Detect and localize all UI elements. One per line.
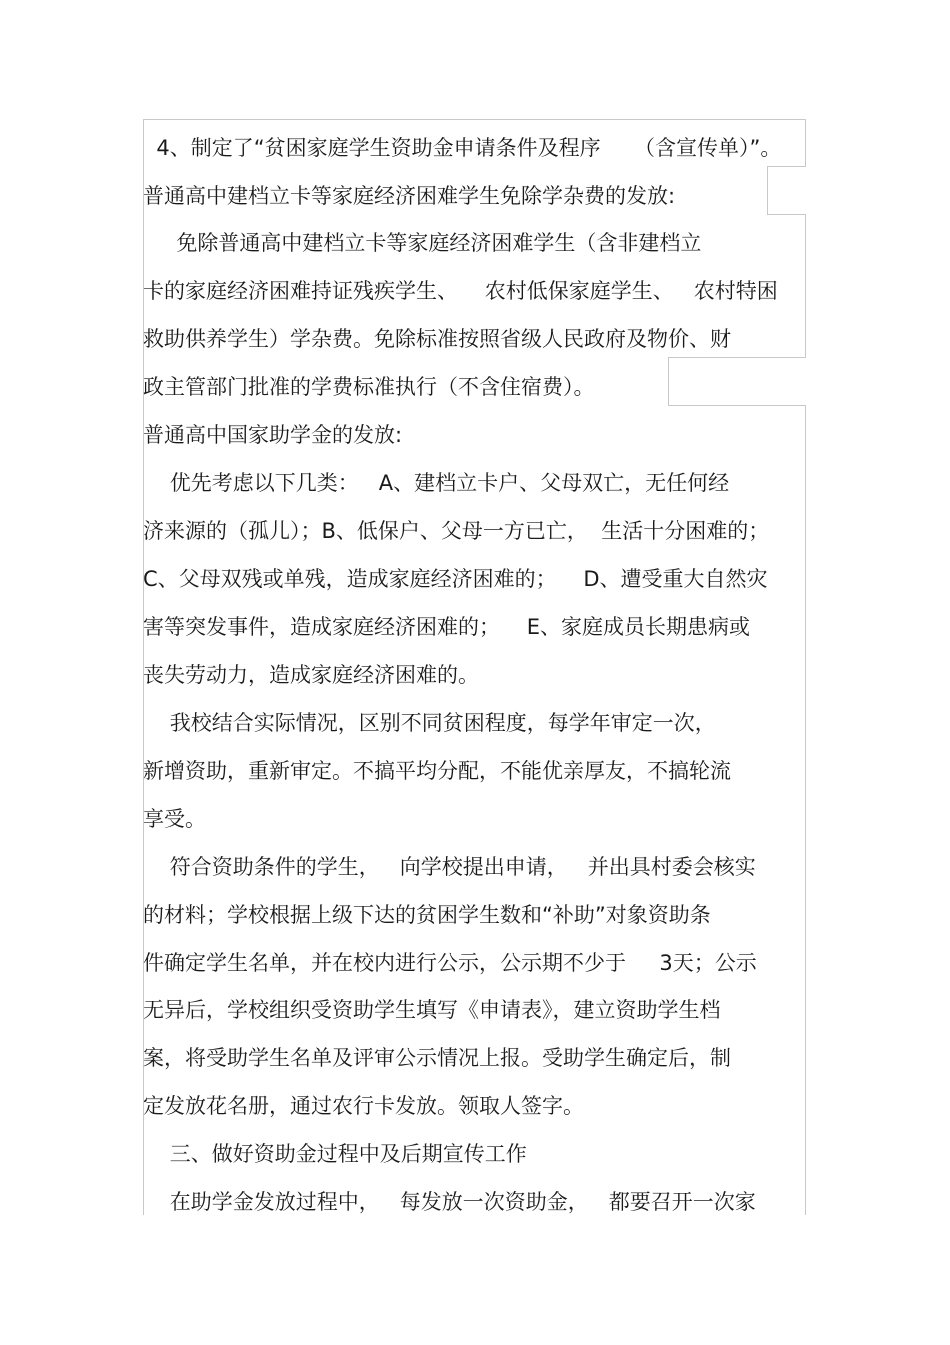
text-line: 符合资助条件的学生， 向学校提出申请， 并出具村委会核实 — [143, 855, 756, 879]
border-line — [805, 119, 806, 166]
border-line — [805, 405, 806, 1215]
text-line: 救助供养学生）学杂费。免除标准按照省级人民政府及物价、财 — [143, 327, 731, 351]
text-line: 普通高中国家助学金的发放: — [143, 423, 403, 447]
border-line — [767, 166, 768, 214]
text-line: 丧失劳动力，造成家庭经济困难的。 — [143, 663, 479, 687]
border-line — [767, 214, 806, 215]
border-line — [668, 405, 806, 406]
border-line — [805, 214, 806, 357]
text-line: C、父母双残或单残，造成家庭经济困难的； D、遭受重大自然灾 — [143, 567, 768, 591]
text-line: 我校结合实际情况，区别不同贫困程度，每学年审定一次， — [143, 711, 716, 735]
border-line — [668, 357, 806, 358]
text-line: 害等突发事件，造成家庭经济困难的； E、家庭成员长期患病或 — [143, 615, 750, 639]
border-line — [767, 166, 806, 167]
border-line — [143, 119, 805, 120]
text-line: 济来源的（孤儿）；B、低保户、父母一方已亡， 生活十分困难的； — [143, 519, 770, 543]
text-line: 4、制定了“贫困家庭学生资助金申请条件及程序 （含宣传单）”。 — [143, 136, 782, 160]
border-line — [668, 357, 669, 405]
text-line: 定发放花名册，通过农行卡发放。领取人签字。 — [143, 1094, 584, 1118]
text-line: 三、做好资助金过程中及后期宣传工作 — [143, 1142, 527, 1166]
text-line: 件确定学生名单，并在校内进行公示，公示期不少于 3天；公示 — [143, 951, 757, 975]
text-line: 的材料；学校根据上级下达的贫困学生数和“补助”对象资助条 — [143, 903, 711, 927]
text-line: 无异后，学校组织受资助学生填写《申请表》，建立资助学生档 — [143, 998, 721, 1022]
text-line: 案，将受助学生名单及评审公示情况上报。受助学生确定后，制 — [143, 1046, 731, 1070]
text-line: 在助学金发放过程中， 每发放一次资助金， 都要召开一次家 — [143, 1190, 756, 1214]
text-line: 普通高中建档立卡等家庭经济困难学生免除学杂费的发放: — [143, 184, 676, 208]
text-line: 优先考虑以下几类： A、建档立卡户、父母双亡，无任何经 — [143, 471, 730, 495]
text-line: 新增资助，重新审定。不搞平均分配，不能优亲厚友，不搞轮流 — [143, 759, 731, 783]
text-line: 政主管部门批准的学费标准执行（不含住宿费）。 — [143, 375, 595, 399]
text-line: 免除普通高中建档立卡等家庭经济困难学生（含非建档立 — [143, 231, 702, 255]
text-line: 享受。 — [143, 807, 206, 831]
text-line: 卡的家庭经济困难持证残疾学生、 农村低保家庭学生、 农村特困 — [143, 279, 778, 303]
